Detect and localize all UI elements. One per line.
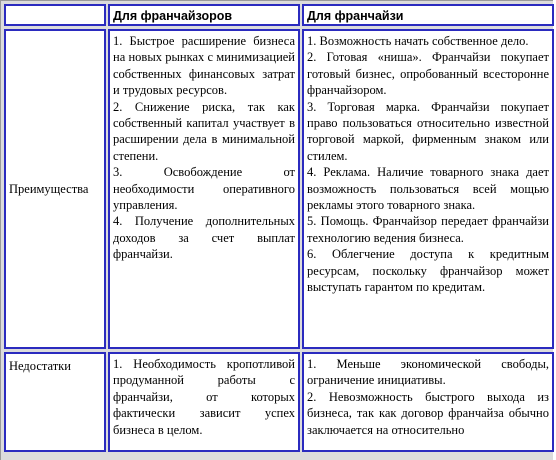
list-item: 5. Помощь. Франчайзор передает франчайзи технологию ведения бизнеса. <box>307 214 549 245</box>
header-franchisee <box>302 4 554 26</box>
list-item: 4. Реклама. Наличие товарного знака дает возможность пользоваться всей мощью рекламы этого товарного знака. <box>307 165 549 213</box>
header-franchisor <box>108 4 300 26</box>
list-item: 1. Необходимость кропотливой продуманной работы с франчайзи, от которых фактически зависит успех бизнеса в целом. <box>113 357 295 437</box>
list-item: 3. Освобождение от необходимости оперативного управления. <box>113 165 295 213</box>
row-label-disadvantages-text: Недостатки <box>9 359 71 373</box>
header-franchisee-label: Для франчайзи <box>307 9 404 23</box>
advantages-franchisee-cell <box>302 29 554 349</box>
list-item: 1. Меньше экономической свободы, ограничение инициативы. <box>307 357 549 388</box>
list-item: 3. Торговая марка. Франчайзи покупает право пользоваться относительно известной торговой маркой, фирменным знаком или стилем. <box>307 99 549 163</box>
list-item: 2. Снижение риска, так как собственный капитал участвует в расширении дела в минимальной степени. <box>113 99 295 163</box>
row-label-advantages-text: Преимущества <box>9 181 89 196</box>
list-item: 2. Готовая «ниша». Франчайзи покупает готовый бизнес, опробованный всесторонне франчайзором. <box>307 50 549 98</box>
row-label-advantages <box>4 29 106 349</box>
disadvantages-franchisor-cell <box>108 352 300 452</box>
row-label-disadvantages <box>4 352 106 452</box>
advantages-franchisor-cell <box>108 29 300 349</box>
list-item: 1. Возможность начать собственное дело. <box>307 34 529 48</box>
list-item: 1. Быстрое расширение бизнеса на новых рынках с минимизацией собственных финансовых затрат и трудовых ресурсов. <box>113 34 295 98</box>
header-franchisor-label: Для франчайзоров <box>113 9 233 23</box>
list-item: 4. Получение дополнительных доходов за счет выплат франчайзи. <box>113 214 295 262</box>
list-item: 2. Невозможность быстрого выхода из бизнеса, так как договор франчайза обычно заключается на относительно <box>307 389 549 437</box>
list-item: 6. Облегчение доступа к кредитным ресурсам, поскольку франчайзор может выступать гарантом по кредитам. <box>307 247 549 295</box>
header-empty-cell <box>4 4 106 26</box>
disadvantages-franchisee-cell <box>302 352 554 452</box>
